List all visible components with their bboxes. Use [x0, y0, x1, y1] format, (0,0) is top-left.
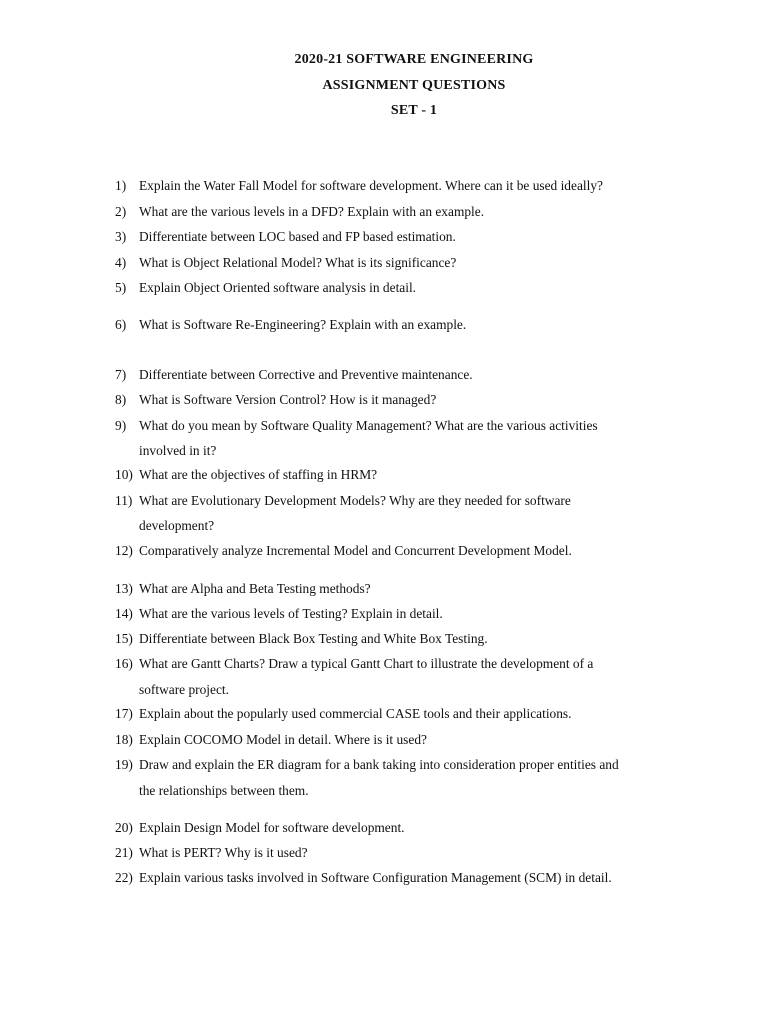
question-continuation: software project.: [139, 682, 229, 697]
question-text: What do you mean by Software Quality Management? What are the various activities: [139, 418, 598, 433]
question-text: Comparatively analyze Incremental Model and Concurrent Development Model.: [139, 543, 572, 558]
question-text: Explain various tasks involved in Software Configuration Management (SCM) in detail.: [139, 870, 612, 885]
question-text: What are the various levels in a DFD? Explain with an example.: [139, 204, 485, 219]
question-text: What are Gantt Charts? Draw a typical Gantt Chart to illustrate the development of a: [139, 656, 594, 671]
question-text: Explain Design Model for software development.: [139, 820, 405, 835]
question-number: 10): [115, 467, 133, 482]
question-text: Draw and explain the ER diagram for a bank taking into consideration proper entities and: [139, 757, 619, 772]
question-number: 12): [115, 543, 133, 558]
question-text: Explain the Water Fall Model for software development. Where can it be used ideally?: [139, 178, 603, 193]
question-text: What is Object Relational Model? What is its significance?: [139, 255, 457, 270]
question-number: 2): [115, 204, 127, 219]
question-text: What are Alpha and Beta Testing methods?: [139, 581, 371, 596]
question-number: 21): [115, 845, 133, 860]
question-text: What are the objectives of staffing in HRM?: [139, 467, 378, 482]
question-text: Explain Object Oriented software analysis in detail.: [139, 280, 417, 295]
question-number: 6): [115, 317, 127, 332]
question-continuation: development?: [139, 518, 215, 533]
question-number: 20): [115, 820, 133, 835]
question-number: 13): [115, 581, 133, 596]
question-continuation: the relationships between them.: [139, 783, 309, 798]
set-label: SET - 1: [390, 103, 438, 118]
question-number: 11): [115, 493, 133, 508]
question-number: 9): [115, 418, 127, 433]
question-number: 19): [115, 757, 133, 772]
question-number: 8): [115, 392, 127, 407]
question-text: What are Evolutionary Development Models? Why are they needed for software: [139, 493, 571, 508]
question-continuation: involved in it?: [139, 443, 217, 458]
question-text: Differentiate between Black Box Testing and White Box Testing.: [139, 631, 488, 646]
question-text: What is Software Version Control? How is it managed?: [139, 392, 437, 407]
question-number: 3): [115, 229, 127, 244]
question-number: 4): [115, 255, 127, 270]
question-text: What is PERT? Why is it used?: [139, 845, 308, 860]
question-number: 1): [115, 178, 127, 193]
question-number: 18): [115, 732, 133, 747]
question-number: 5): [115, 280, 127, 295]
question-text: Differentiate between LOC based and FP based estimation.: [139, 229, 456, 244]
question-text: Explain about the popularly used commercial CASE tools and their applications.: [139, 706, 572, 721]
question-text: What is Software Re-Engineering? Explain with an example.: [139, 317, 467, 332]
document-subtitle: ASSIGNMENT QUESTIONS: [322, 78, 506, 93]
document-title: 2020-21 SOFTWARE ENGINEERING: [294, 52, 534, 67]
question-number: 17): [115, 706, 133, 721]
question-text: Differentiate between Corrective and Preventive maintenance.: [139, 367, 473, 382]
question-text: Explain COCOMO Model in detail. Where is it used?: [139, 732, 427, 747]
question-text: What are the various levels of Testing? Explain in detail.: [139, 606, 443, 621]
question-number: 15): [115, 631, 133, 646]
question-number: 22): [115, 870, 133, 885]
question-number: 14): [115, 606, 133, 621]
question-number: 16): [115, 656, 133, 671]
question-number: 7): [115, 367, 127, 382]
